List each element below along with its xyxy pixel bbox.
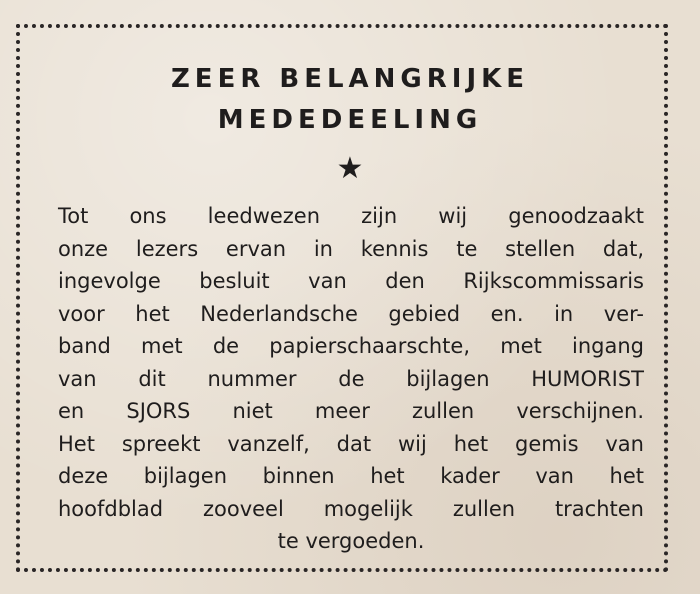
- body-line: ingevolge besluit van den Rijkscommissaris: [58, 269, 644, 293]
- body-line: onze lezers ervan in kennis te stellen dat,: [58, 236, 644, 261]
- body-line: Tot ons leedwezen zijn wij genoodzaakt: [58, 204, 644, 228]
- notice-title-line-1: ZEER BELANGRIJKE: [170, 64, 530, 94]
- body-line: Het spreekt vanzelf, dat wij het gemis van: [58, 431, 644, 456]
- body-line: band met de papierschaarschte, met ingang: [58, 334, 644, 358]
- notice-title-line-2: MEDEDEELING: [217, 105, 483, 135]
- body-line: hoofdblad zooveel mogelijk zullen trachten: [58, 496, 644, 521]
- body-line: van dit nummer de bijlagen HUMORIST: [58, 366, 644, 391]
- body-line: voor het Nederlandsche gebied en. in ver-: [58, 301, 644, 326]
- body-line-last: te vergoeden.: [277, 529, 425, 553]
- body-line: en SJORS niet meer zullen verschijnen.: [58, 399, 644, 423]
- star-icon: ★: [336, 151, 364, 186]
- notice-body: [58, 200, 644, 558]
- body-line: deze bijlagen binnen het kader van het: [58, 464, 644, 488]
